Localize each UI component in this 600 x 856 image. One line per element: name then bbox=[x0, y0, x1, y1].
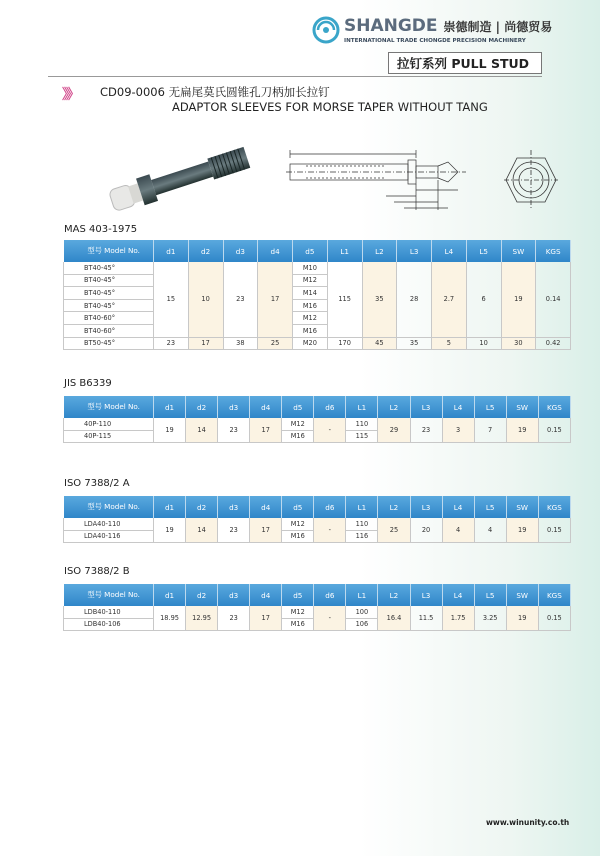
col-d6: d6 bbox=[314, 396, 346, 418]
cell-d4: 17 bbox=[250, 606, 282, 631]
cell-d2: 17 bbox=[188, 337, 223, 350]
table-header-row bbox=[64, 396, 571, 418]
cell-l5: 4 bbox=[474, 518, 506, 543]
col-l2: L2 bbox=[378, 496, 410, 518]
cell-d5: M16 bbox=[293, 324, 328, 337]
col-d5: d5 bbox=[282, 584, 314, 606]
col-l5: L5 bbox=[474, 396, 506, 418]
cell-d5: M20 bbox=[293, 337, 328, 350]
cell-l1: 100 bbox=[346, 606, 378, 618]
cell-l2: 25 bbox=[378, 518, 410, 543]
spec-table-iso-b bbox=[63, 584, 571, 631]
col-l5: L5 bbox=[474, 496, 506, 518]
col-d5: d5 bbox=[282, 396, 314, 418]
col-sw: SW bbox=[506, 496, 538, 518]
cell-d5: M10 bbox=[293, 262, 328, 274]
cell-sw: 19 bbox=[501, 262, 536, 337]
col-d1: d1 bbox=[154, 584, 186, 606]
cell-model: LDA40-110 bbox=[64, 518, 154, 530]
table-header-row bbox=[64, 240, 571, 262]
cell-d1: 18.95 bbox=[154, 606, 186, 631]
col-sw: SW bbox=[506, 584, 538, 606]
product-title-cn: CD09-0006 无扁尾莫氏圆锥孔刀柄加长拉钉 bbox=[100, 85, 330, 99]
cell-d4: 17 bbox=[258, 262, 293, 337]
table-header-row bbox=[64, 496, 571, 518]
col-l2: L2 bbox=[378, 584, 410, 606]
table-row bbox=[64, 606, 571, 618]
col-d2: d2 bbox=[186, 584, 218, 606]
col-l5: L5 bbox=[466, 240, 501, 262]
col-kgs: KGS bbox=[538, 496, 570, 518]
cell-model: BT40-45° bbox=[64, 299, 154, 312]
col-d4: d4 bbox=[250, 584, 282, 606]
table-header-row bbox=[64, 584, 571, 606]
brand-name: SHANGDE 崇德制造 | 尚德贸易 bbox=[344, 16, 553, 36]
cell-l5: 6 bbox=[466, 262, 501, 337]
col-l2: L2 bbox=[362, 240, 397, 262]
col-kgs: KGS bbox=[538, 584, 570, 606]
cell-l1: 115 bbox=[346, 430, 378, 443]
cell-d3: 23 bbox=[218, 606, 250, 631]
cell-l4: 1.75 bbox=[442, 606, 474, 631]
cell-model: LDA40-116 bbox=[64, 530, 154, 543]
col-l1: L1 bbox=[346, 396, 378, 418]
brand-subtitle: INTERNATIONAL TRADE CHONGDE PRECISION MACHINERY bbox=[344, 38, 526, 44]
cell-model: LDB40-106 bbox=[64, 618, 154, 631]
spec-table-mas bbox=[63, 240, 571, 350]
standard-label-iso-a: ISO 7388/2 A bbox=[64, 478, 130, 489]
col-d1: d1 bbox=[154, 240, 189, 262]
technical-drawing-side bbox=[286, 140, 476, 220]
cell-d5: M12 bbox=[282, 606, 314, 618]
cell-d1: 19 bbox=[154, 518, 186, 543]
cell-l3: 20 bbox=[410, 518, 442, 543]
cell-d2: 12.95 bbox=[186, 606, 218, 631]
cell-l4: 5 bbox=[432, 337, 467, 350]
col-d2: d2 bbox=[186, 396, 218, 418]
cell-sw: 30 bbox=[501, 337, 536, 350]
cell-kgs: 0.15 bbox=[538, 606, 570, 631]
cell-l5: 3.25 bbox=[474, 606, 506, 631]
pull-stud-photo bbox=[100, 138, 260, 218]
cell-sw: 19 bbox=[506, 518, 538, 543]
cell-kgs: 0.42 bbox=[536, 337, 571, 350]
col-d6: d6 bbox=[314, 496, 346, 518]
cell-model: BT40-45° bbox=[64, 274, 154, 287]
table-row bbox=[64, 418, 571, 430]
cell-d4: 25 bbox=[258, 337, 293, 350]
col-d3: d3 bbox=[218, 396, 250, 418]
cell-d5: M16 bbox=[282, 530, 314, 543]
title-chevron-icon: 》》 bbox=[62, 87, 77, 103]
table-row bbox=[64, 518, 571, 530]
col-d5: d5 bbox=[282, 496, 314, 518]
cell-d2: 14 bbox=[186, 418, 218, 443]
col-model: 型号 Model No. bbox=[64, 496, 154, 518]
cell-l1: 170 bbox=[327, 337, 362, 350]
col-l4: L4 bbox=[432, 240, 467, 262]
col-kgs: KGS bbox=[538, 396, 570, 418]
cell-d5: M16 bbox=[282, 618, 314, 631]
cell-model: BT40-60° bbox=[64, 312, 154, 325]
cell-l1: 116 bbox=[346, 530, 378, 543]
cell-d2: 14 bbox=[186, 518, 218, 543]
footer-website[interactable]: www.winunity.co.th bbox=[486, 818, 570, 827]
cell-l3: 11.5 bbox=[410, 606, 442, 631]
col-d6: d6 bbox=[314, 584, 346, 606]
cell-d1: 23 bbox=[154, 337, 189, 350]
cell-l5: 7 bbox=[474, 418, 506, 443]
col-l2: L2 bbox=[378, 396, 410, 418]
cell-l5: 10 bbox=[466, 337, 501, 350]
cell-d5: M16 bbox=[282, 430, 314, 443]
product-title-en: ADAPTOR SLEEVES FOR MORSE TAPER WITHOUT TANG bbox=[172, 100, 488, 114]
cell-d6: - bbox=[314, 418, 346, 443]
col-l5: L5 bbox=[474, 584, 506, 606]
cell-model: BT40-45° bbox=[64, 287, 154, 300]
cell-d3: 38 bbox=[223, 337, 258, 350]
cell-d2: 10 bbox=[188, 262, 223, 337]
cell-d3: 23 bbox=[218, 418, 250, 443]
col-l4: L4 bbox=[442, 396, 474, 418]
col-d1: d1 bbox=[154, 396, 186, 418]
col-d3: d3 bbox=[218, 584, 250, 606]
cell-l2: 29 bbox=[378, 418, 410, 443]
cell-d5: M12 bbox=[293, 274, 328, 287]
col-sw: SW bbox=[506, 396, 538, 418]
col-sw: SW bbox=[501, 240, 536, 262]
col-l1: L1 bbox=[327, 240, 362, 262]
standard-label-mas: MAS 403-1975 bbox=[64, 224, 138, 235]
col-model: 型号 Model No. bbox=[64, 396, 154, 418]
spec-table-jis bbox=[63, 396, 571, 443]
cell-model: BT50-45° bbox=[64, 337, 154, 350]
cell-kgs: 0.14 bbox=[536, 262, 571, 337]
col-l4: L4 bbox=[442, 496, 474, 518]
cell-d1: 15 bbox=[154, 262, 189, 337]
col-d5: d5 bbox=[293, 240, 328, 262]
cell-d6: - bbox=[314, 518, 346, 543]
cell-l1: 110 bbox=[346, 518, 378, 530]
cell-d3: 23 bbox=[223, 262, 258, 337]
cell-l2: 45 bbox=[362, 337, 397, 350]
col-d4: d4 bbox=[258, 240, 293, 262]
col-d2: d2 bbox=[188, 240, 223, 262]
cell-kgs: 0.15 bbox=[538, 418, 570, 443]
cell-sw: 19 bbox=[506, 418, 538, 443]
cell-d5: M12 bbox=[282, 418, 314, 430]
technical-drawing-end-view bbox=[504, 150, 558, 210]
series-tab: 拉钉系列 PULL STUD bbox=[388, 52, 542, 74]
cell-d4: 17 bbox=[250, 418, 282, 443]
cell-model: LDB40-110 bbox=[64, 606, 154, 618]
col-model: 型号 Model No. bbox=[64, 584, 154, 606]
cell-d4: 17 bbox=[250, 518, 282, 543]
standard-label-jis: JIS B6339 bbox=[64, 378, 112, 389]
col-kgs: KGS bbox=[536, 240, 571, 262]
cell-d5: M12 bbox=[282, 518, 314, 530]
cell-model: BT40-45° bbox=[64, 262, 154, 274]
cell-d3: 23 bbox=[218, 518, 250, 543]
col-l3: L3 bbox=[410, 584, 442, 606]
cell-l4: 3 bbox=[442, 418, 474, 443]
cell-model: 40P-110 bbox=[64, 418, 154, 430]
cell-d1: 19 bbox=[154, 418, 186, 443]
cell-l3: 23 bbox=[410, 418, 442, 443]
col-model: 型号 Model No. bbox=[64, 240, 154, 262]
col-l1: L1 bbox=[346, 584, 378, 606]
cell-l4: 4 bbox=[442, 518, 474, 543]
cell-d5: M16 bbox=[293, 299, 328, 312]
col-d4: d4 bbox=[250, 496, 282, 518]
cell-l2: 35 bbox=[362, 262, 397, 337]
cell-d5: M14 bbox=[293, 287, 328, 300]
cell-l1: 115 bbox=[327, 262, 362, 337]
col-l3: L3 bbox=[410, 396, 442, 418]
cell-d6: - bbox=[314, 606, 346, 631]
logo-globe-icon bbox=[312, 16, 340, 44]
cell-l4: 2.7 bbox=[432, 262, 467, 337]
cell-l2: 16.4 bbox=[378, 606, 410, 631]
col-l1: L1 bbox=[346, 496, 378, 518]
cell-model: BT40-60° bbox=[64, 324, 154, 337]
cell-l1: 106 bbox=[346, 618, 378, 631]
col-l4: L4 bbox=[442, 584, 474, 606]
col-d4: d4 bbox=[250, 396, 282, 418]
standard-label-iso-b: ISO 7388/2 B bbox=[64, 566, 130, 577]
col-d2: d2 bbox=[186, 496, 218, 518]
cell-model: 40P-115 bbox=[64, 430, 154, 443]
header-divider bbox=[48, 76, 542, 77]
col-d3: d3 bbox=[218, 496, 250, 518]
spec-table-iso-a bbox=[63, 496, 571, 543]
cell-sw: 19 bbox=[506, 606, 538, 631]
col-l3: L3 bbox=[397, 240, 432, 262]
cell-l3: 28 bbox=[397, 262, 432, 337]
table-row bbox=[64, 337, 571, 350]
col-d3: d3 bbox=[223, 240, 258, 262]
cell-l1: 110 bbox=[346, 418, 378, 430]
cell-kgs: 0.15 bbox=[538, 518, 570, 543]
col-d1: d1 bbox=[154, 496, 186, 518]
cell-d5: M12 bbox=[293, 312, 328, 325]
cell-l3: 35 bbox=[397, 337, 432, 350]
table-row bbox=[64, 262, 571, 274]
col-l3: L3 bbox=[410, 496, 442, 518]
